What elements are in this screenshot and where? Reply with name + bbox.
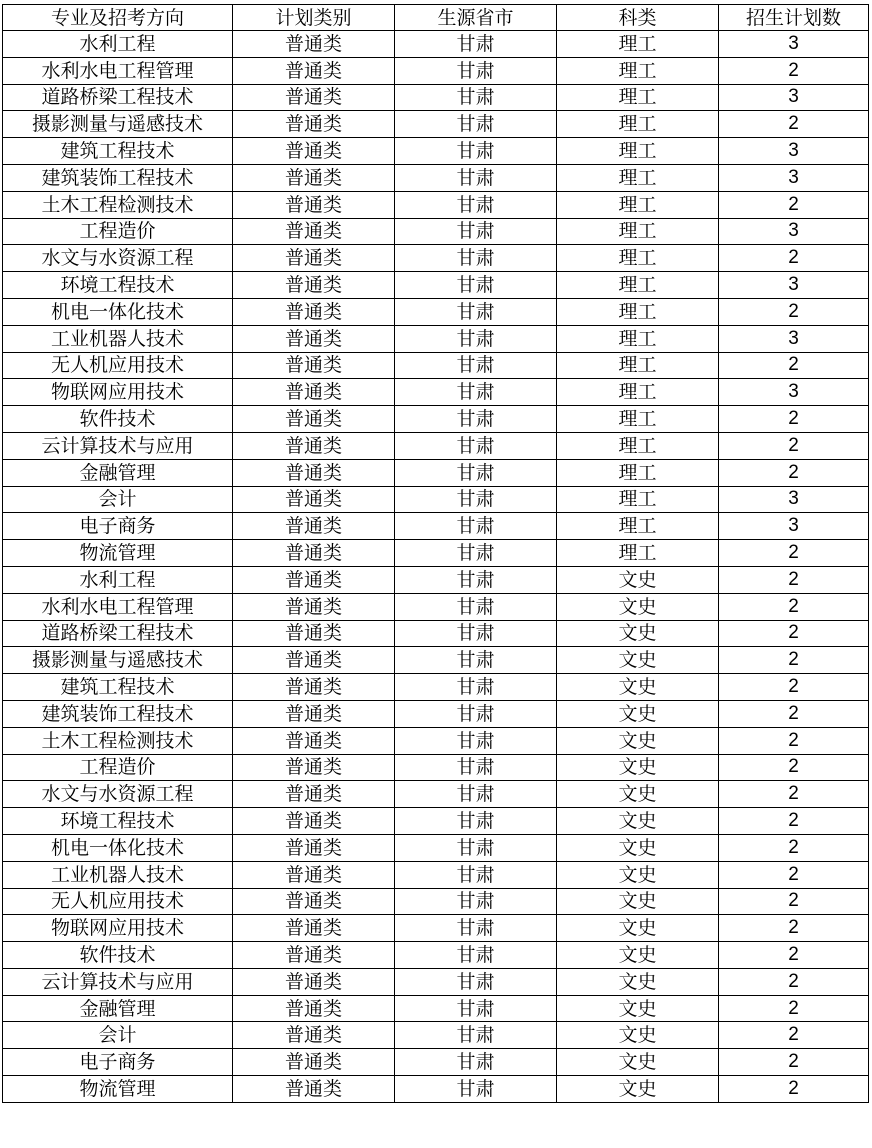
cell-quota: 3 [719, 272, 869, 299]
cell-plan-type: 普通类 [233, 138, 395, 165]
cell-province: 甘肃 [395, 995, 557, 1022]
table-row [3, 191, 869, 218]
cell-province: 甘肃 [395, 486, 557, 513]
cell-province: 甘肃 [395, 111, 557, 138]
cell-quota: 2 [719, 593, 869, 620]
cell-plan-type: 普通类 [233, 84, 395, 111]
cell-province: 甘肃 [395, 700, 557, 727]
cell-province: 甘肃 [395, 218, 557, 245]
cell-province: 甘肃 [395, 1022, 557, 1049]
cell-category: 理工 [557, 540, 719, 567]
cell-province: 甘肃 [395, 968, 557, 995]
cell-plan-type: 普通类 [233, 432, 395, 459]
header-plan-type: 计划类别 [233, 5, 395, 31]
cell-province: 甘肃 [395, 647, 557, 674]
cell-plan-type: 普通类 [233, 566, 395, 593]
cell-plan-type: 普通类 [233, 459, 395, 486]
table-row [3, 593, 869, 620]
cell-quota: 3 [719, 218, 869, 245]
cell-province: 甘肃 [395, 781, 557, 808]
cell-quota: 2 [719, 888, 869, 915]
header-major: 专业及招考方向 [3, 5, 233, 31]
cell-quota: 3 [719, 164, 869, 191]
cell-plan-type: 普通类 [233, 352, 395, 379]
cell-plan-type: 普通类 [233, 272, 395, 299]
cell-plan-type: 普通类 [233, 754, 395, 781]
cell-category: 理工 [557, 191, 719, 218]
cell-province: 甘肃 [395, 861, 557, 888]
table-row [3, 888, 869, 915]
table-row [3, 272, 869, 299]
cell-category: 理工 [557, 84, 719, 111]
cell-plan-type: 普通类 [233, 1076, 395, 1103]
cell-category: 理工 [557, 379, 719, 406]
cell-province: 甘肃 [395, 432, 557, 459]
cell-quota: 2 [719, 700, 869, 727]
cell-major: 会计 [3, 1022, 233, 1049]
cell-plan-type: 普通类 [233, 218, 395, 245]
cell-province: 甘肃 [395, 888, 557, 915]
cell-plan-type: 普通类 [233, 1022, 395, 1049]
cell-province: 甘肃 [395, 57, 557, 84]
table-row [3, 245, 869, 272]
cell-plan-type: 普通类 [233, 915, 395, 942]
cell-plan-type: 普通类 [233, 781, 395, 808]
cell-major: 水利工程 [3, 31, 233, 58]
cell-province: 甘肃 [395, 272, 557, 299]
cell-major: 建筑装饰工程技术 [3, 164, 233, 191]
cell-category: 理工 [557, 164, 719, 191]
cell-category: 理工 [557, 459, 719, 486]
table-row [3, 754, 869, 781]
cell-category: 文史 [557, 888, 719, 915]
cell-plan-type: 普通类 [233, 486, 395, 513]
cell-plan-type: 普通类 [233, 245, 395, 272]
cell-category: 理工 [557, 218, 719, 245]
cell-category: 理工 [557, 57, 719, 84]
cell-major: 无人机应用技术 [3, 352, 233, 379]
cell-quota: 2 [719, 995, 869, 1022]
cell-plan-type: 普通类 [233, 727, 395, 754]
cell-category: 文史 [557, 593, 719, 620]
table-row [3, 620, 869, 647]
cell-major: 工程造价 [3, 754, 233, 781]
table-row [3, 915, 869, 942]
cell-plan-type: 普通类 [233, 861, 395, 888]
cell-plan-type: 普通类 [233, 834, 395, 861]
table-row [3, 379, 869, 406]
cell-quota: 2 [719, 566, 869, 593]
cell-quota: 2 [719, 861, 869, 888]
cell-quota: 2 [719, 1022, 869, 1049]
table-body [3, 31, 869, 1103]
cell-category: 理工 [557, 245, 719, 272]
cell-category: 文史 [557, 647, 719, 674]
cell-major: 道路桥梁工程技术 [3, 84, 233, 111]
cell-category: 文史 [557, 727, 719, 754]
table-row [3, 647, 869, 674]
cell-province: 甘肃 [395, 379, 557, 406]
cell-major: 会计 [3, 486, 233, 513]
cell-plan-type: 普通类 [233, 406, 395, 433]
table-row [3, 1022, 869, 1049]
cell-category: 文史 [557, 915, 719, 942]
table-row [3, 298, 869, 325]
cell-plan-type: 普通类 [233, 325, 395, 352]
cell-plan-type: 普通类 [233, 808, 395, 835]
cell-major: 电子商务 [3, 513, 233, 540]
cell-plan-type: 普通类 [233, 379, 395, 406]
table-row [3, 1049, 869, 1076]
cell-category: 理工 [557, 138, 719, 165]
cell-province: 甘肃 [395, 513, 557, 540]
cell-province: 甘肃 [395, 754, 557, 781]
cell-province: 甘肃 [395, 406, 557, 433]
cell-plan-type: 普通类 [233, 647, 395, 674]
cell-plan-type: 普通类 [233, 620, 395, 647]
cell-province: 甘肃 [395, 1049, 557, 1076]
cell-major: 工程造价 [3, 218, 233, 245]
cell-province: 甘肃 [395, 31, 557, 58]
cell-major: 水利工程 [3, 566, 233, 593]
cell-major: 环境工程技术 [3, 808, 233, 835]
cell-quota: 2 [719, 1049, 869, 1076]
cell-quota: 2 [719, 915, 869, 942]
cell-category: 理工 [557, 513, 719, 540]
cell-plan-type: 普通类 [233, 700, 395, 727]
cell-major: 云计算技术与应用 [3, 432, 233, 459]
cell-major: 金融管理 [3, 459, 233, 486]
cell-province: 甘肃 [395, 834, 557, 861]
cell-quota: 2 [719, 1076, 869, 1103]
cell-province: 甘肃 [395, 459, 557, 486]
cell-category: 文史 [557, 754, 719, 781]
cell-quota: 3 [719, 138, 869, 165]
cell-major: 机电一体化技术 [3, 834, 233, 861]
cell-major: 物流管理 [3, 1076, 233, 1103]
cell-plan-type: 普通类 [233, 57, 395, 84]
cell-category: 文史 [557, 566, 719, 593]
cell-quota: 2 [719, 57, 869, 84]
cell-quota: 2 [719, 459, 869, 486]
cell-major: 摄影测量与遥感技术 [3, 111, 233, 138]
cell-category: 理工 [557, 432, 719, 459]
table-row [3, 566, 869, 593]
cell-major: 工业机器人技术 [3, 325, 233, 352]
cell-plan-type: 普通类 [233, 111, 395, 138]
cell-province: 甘肃 [395, 566, 557, 593]
cell-province: 甘肃 [395, 245, 557, 272]
cell-province: 甘肃 [395, 325, 557, 352]
cell-category: 文史 [557, 1049, 719, 1076]
cell-province: 甘肃 [395, 298, 557, 325]
cell-category: 文史 [557, 620, 719, 647]
cell-category: 理工 [557, 31, 719, 58]
cell-major: 土木工程检测技术 [3, 727, 233, 754]
cell-major: 软件技术 [3, 942, 233, 969]
cell-plan-type: 普通类 [233, 942, 395, 969]
cell-major: 软件技术 [3, 406, 233, 433]
cell-province: 甘肃 [395, 540, 557, 567]
cell-quota: 2 [719, 406, 869, 433]
table-row [3, 432, 869, 459]
cell-major: 物联网应用技术 [3, 915, 233, 942]
cell-major: 水利水电工程管理 [3, 57, 233, 84]
table-row [3, 325, 869, 352]
cell-plan-type: 普通类 [233, 674, 395, 701]
cell-quota: 3 [719, 486, 869, 513]
table-row [3, 861, 869, 888]
header-category: 科类 [557, 5, 719, 31]
cell-province: 甘肃 [395, 352, 557, 379]
header-row [3, 5, 869, 31]
cell-quota: 2 [719, 540, 869, 567]
cell-category: 文史 [557, 674, 719, 701]
header-quota: 招生计划数 [719, 5, 869, 31]
table-row [3, 942, 869, 969]
cell-quota: 2 [719, 432, 869, 459]
cell-major: 云计算技术与应用 [3, 968, 233, 995]
table-row [3, 352, 869, 379]
cell-major: 金融管理 [3, 995, 233, 1022]
cell-plan-type: 普通类 [233, 164, 395, 191]
cell-major: 摄影测量与遥感技术 [3, 647, 233, 674]
cell-province: 甘肃 [395, 915, 557, 942]
cell-category: 理工 [557, 486, 719, 513]
table-row [3, 31, 869, 58]
cell-major: 物流管理 [3, 540, 233, 567]
cell-category: 理工 [557, 272, 719, 299]
cell-quota: 2 [719, 111, 869, 138]
cell-quota: 2 [719, 834, 869, 861]
cell-quota: 2 [719, 968, 869, 995]
cell-quota: 2 [719, 942, 869, 969]
cell-plan-type: 普通类 [233, 1049, 395, 1076]
cell-category: 文史 [557, 1076, 719, 1103]
cell-major: 建筑工程技术 [3, 674, 233, 701]
cell-quota: 3 [719, 379, 869, 406]
header-province: 生源省市 [395, 5, 557, 31]
cell-major: 建筑工程技术 [3, 138, 233, 165]
table-row [3, 781, 869, 808]
table-row [3, 540, 869, 567]
table-row [3, 459, 869, 486]
cell-quota: 2 [719, 352, 869, 379]
enrollment-plan-table [2, 4, 869, 1103]
cell-major: 机电一体化技术 [3, 298, 233, 325]
cell-category: 文史 [557, 808, 719, 835]
cell-plan-type: 普通类 [233, 31, 395, 58]
table-row [3, 995, 869, 1022]
table-row [3, 486, 869, 513]
table-row [3, 406, 869, 433]
cell-quota: 2 [719, 781, 869, 808]
cell-quota: 2 [719, 245, 869, 272]
cell-category: 理工 [557, 325, 719, 352]
cell-major: 建筑装饰工程技术 [3, 700, 233, 727]
cell-category: 文史 [557, 700, 719, 727]
cell-province: 甘肃 [395, 620, 557, 647]
cell-major: 电子商务 [3, 1049, 233, 1076]
table-row [3, 674, 869, 701]
cell-category: 理工 [557, 298, 719, 325]
cell-province: 甘肃 [395, 84, 557, 111]
cell-province: 甘肃 [395, 942, 557, 969]
cell-major: 工业机器人技术 [3, 861, 233, 888]
table-row [3, 111, 869, 138]
cell-plan-type: 普通类 [233, 888, 395, 915]
cell-major: 无人机应用技术 [3, 888, 233, 915]
cell-major: 土木工程检测技术 [3, 191, 233, 218]
cell-province: 甘肃 [395, 164, 557, 191]
cell-quota: 3 [719, 513, 869, 540]
cell-quota: 3 [719, 31, 869, 58]
cell-province: 甘肃 [395, 1076, 557, 1103]
cell-province: 甘肃 [395, 727, 557, 754]
cell-category: 文史 [557, 781, 719, 808]
table-header [3, 5, 869, 31]
cell-plan-type: 普通类 [233, 513, 395, 540]
cell-major: 物联网应用技术 [3, 379, 233, 406]
cell-quota: 2 [719, 727, 869, 754]
cell-category: 文史 [557, 861, 719, 888]
cell-quota: 2 [719, 298, 869, 325]
cell-plan-type: 普通类 [233, 298, 395, 325]
table-row [3, 968, 869, 995]
cell-category: 文史 [557, 942, 719, 969]
cell-category: 文史 [557, 968, 719, 995]
cell-quota: 2 [719, 808, 869, 835]
cell-province: 甘肃 [395, 808, 557, 835]
cell-plan-type: 普通类 [233, 995, 395, 1022]
table-row [3, 218, 869, 245]
table-row [3, 727, 869, 754]
cell-category: 文史 [557, 834, 719, 861]
cell-province: 甘肃 [395, 674, 557, 701]
table-row [3, 57, 869, 84]
table-row [3, 834, 869, 861]
table-row [3, 700, 869, 727]
table-row [3, 1076, 869, 1103]
cell-category: 理工 [557, 352, 719, 379]
cell-category: 文史 [557, 995, 719, 1022]
cell-quota: 2 [719, 674, 869, 701]
table-row [3, 808, 869, 835]
cell-province: 甘肃 [395, 191, 557, 218]
cell-major: 水利水电工程管理 [3, 593, 233, 620]
cell-quota: 2 [719, 191, 869, 218]
table-row [3, 513, 869, 540]
cell-plan-type: 普通类 [233, 191, 395, 218]
cell-province: 甘肃 [395, 593, 557, 620]
cell-quota: 2 [719, 620, 869, 647]
cell-province: 甘肃 [395, 138, 557, 165]
cell-plan-type: 普通类 [233, 540, 395, 567]
table-row [3, 164, 869, 191]
cell-plan-type: 普通类 [233, 593, 395, 620]
cell-quota: 2 [719, 754, 869, 781]
cell-major: 道路桥梁工程技术 [3, 620, 233, 647]
cell-plan-type: 普通类 [233, 968, 395, 995]
cell-major: 环境工程技术 [3, 272, 233, 299]
cell-quota: 3 [719, 325, 869, 352]
table-row [3, 84, 869, 111]
cell-quota: 2 [719, 647, 869, 674]
cell-major: 水文与水资源工程 [3, 781, 233, 808]
cell-category: 文史 [557, 1022, 719, 1049]
table-row [3, 138, 869, 165]
cell-quota: 3 [719, 84, 869, 111]
cell-category: 理工 [557, 406, 719, 433]
cell-major: 水文与水资源工程 [3, 245, 233, 272]
cell-category: 理工 [557, 111, 719, 138]
